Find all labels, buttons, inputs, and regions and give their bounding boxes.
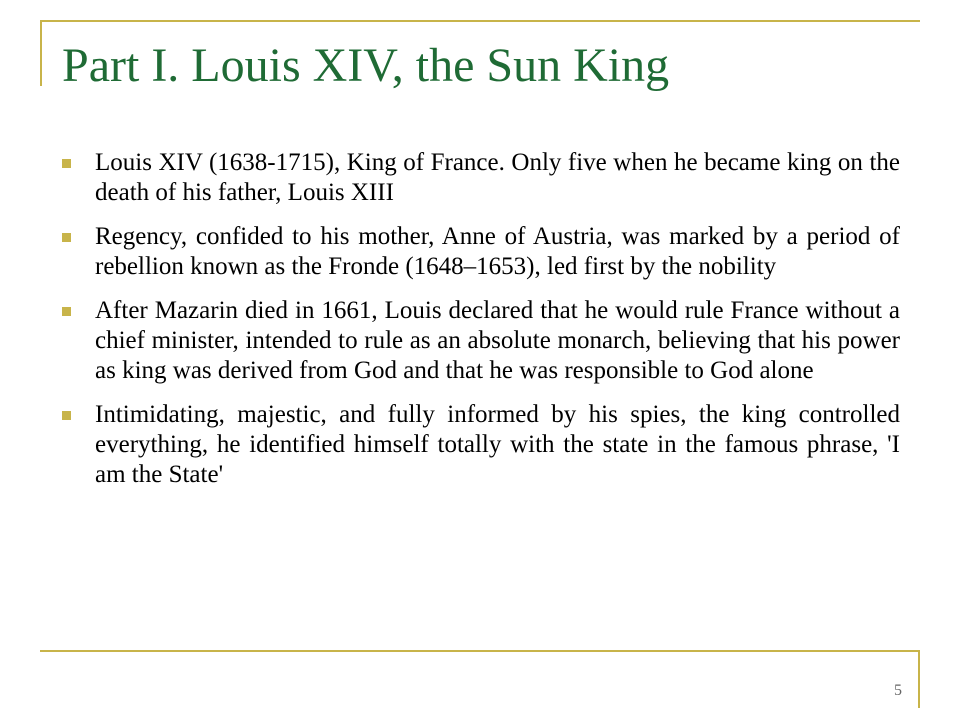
square-bullet-icon <box>62 159 71 168</box>
frame-top-line <box>40 20 920 22</box>
frame-left-line <box>40 20 42 86</box>
frame-right-line <box>918 650 920 708</box>
bullet-text: Intimidating, majestic, and fully informed by his spies, the king controlled everything, he identified himself totally with the state in the famous phrase, 'I am the State' <box>95 401 900 488</box>
page-number: 5 <box>894 682 902 699</box>
frame-bottom-line <box>40 650 920 652</box>
bullet-item <box>60 222 900 282</box>
square-bullet-icon <box>62 307 71 316</box>
bullet-text: Regency, confided to his mother, Anne of Austria, was marked by a period of rebellion known as the Fronde (1648–1653), led first by the nobility <box>95 223 900 280</box>
square-bullet-icon <box>62 233 71 242</box>
bullet-text: Louis XIV (1638-1715), King of France. Only five when he became king on the death of his father, Louis XIII <box>95 149 900 206</box>
bullet-item <box>60 148 900 208</box>
bullet-item <box>60 400 900 490</box>
bullet-list <box>60 148 900 504</box>
bullet-item <box>60 296 900 386</box>
square-bullet-icon <box>62 411 71 420</box>
bullet-text: After Mazarin died in 1661, Louis declared that he would rule France without a chief minister, intended to rule as an absolute monarch, believing that his power as king was derived from God and that he was responsible to God alone <box>95 297 900 384</box>
slide-title: Part I. Louis XIV, the Sun King <box>62 39 670 92</box>
